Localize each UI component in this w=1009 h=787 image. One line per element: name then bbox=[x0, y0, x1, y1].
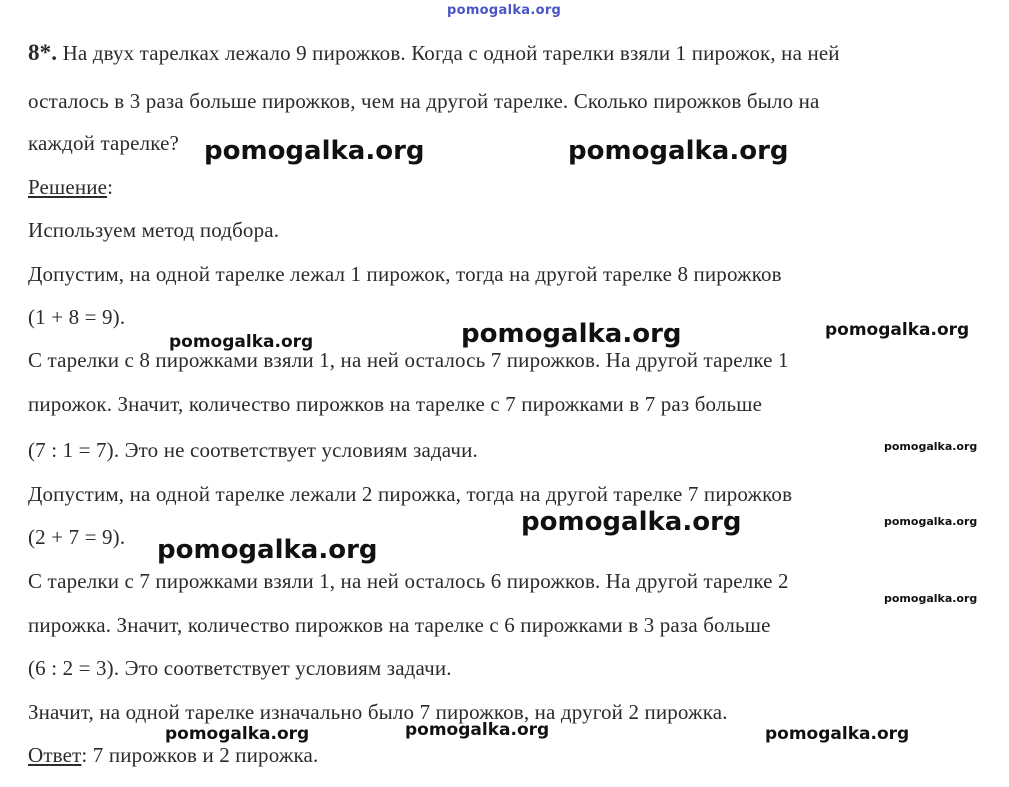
solution-line: С тарелки с 7 пирожками взяли 1, на ней осталось 6 пирожков. На другой тарелке 2 bbox=[28, 569, 789, 593]
solution-line: (7 : 1 = 7). Это не соответствует условиям задачи. bbox=[28, 438, 478, 462]
solution-line: Допустим, на одной тарелке лежал 1 пирожок, тогда на другой тарелке 8 пирожков bbox=[28, 262, 782, 286]
task-line-2: осталось в 3 раза больше пирожков, чем на другой тарелке. Сколько пирожков было на bbox=[28, 89, 820, 113]
answer-label: Ответ bbox=[28, 743, 82, 767]
solution-line: пирожка. Значит, количество пирожков на тарелке с 6 пирожками в 3 раза больше bbox=[28, 613, 771, 637]
watermark: pomogalka.org bbox=[169, 332, 314, 352]
task-line-3: каждой тарелке? bbox=[28, 131, 180, 155]
task-text: На двух тарелках лежало 9 пирожков. Когда с одной тарелки взяли 1 пирожок, на ней bbox=[62, 41, 840, 65]
watermark: pomogalka.org bbox=[521, 507, 742, 537]
watermark: pomogalka.org bbox=[165, 724, 310, 744]
watermark: pomogalka.org bbox=[884, 592, 978, 605]
solution-line: (6 : 2 = 3). Это соответствует условиям задачи. bbox=[28, 656, 452, 680]
watermark: pomogalka.org bbox=[204, 136, 425, 166]
answer-text: : 7 пирожков и 2 пирожка. bbox=[81, 743, 319, 767]
solution-line: (1 + 8 = 9). bbox=[28, 305, 126, 329]
solution-line: (2 + 7 = 9). bbox=[28, 525, 126, 549]
watermark: pomogalka.org bbox=[765, 724, 910, 744]
solution-line: пирожок. Значит, количество пирожков на тарелке с 7 пирожками в 7 раз больше bbox=[28, 392, 763, 416]
watermark: pomogalka.org bbox=[825, 320, 970, 340]
watermark: pomogalka.org bbox=[884, 515, 978, 528]
task-line-1 bbox=[28, 40, 840, 66]
task-number: 8*. bbox=[28, 40, 58, 65]
solution-line: Допустим, на одной тарелке лежали 2 пирожка, тогда на другой тарелке 7 пирожков bbox=[28, 482, 793, 506]
answer-line bbox=[28, 742, 318, 768]
watermark: pomogalka.org bbox=[157, 535, 378, 565]
watermark: pomogalka.org bbox=[405, 720, 550, 740]
watermark: pomogalka.org bbox=[884, 440, 978, 453]
site-watermark: pomogalka.org bbox=[447, 3, 562, 18]
solution-line: Используем метод подбора. bbox=[28, 218, 280, 242]
solution-line: С тарелки с 8 пирожками взяли 1, на ней осталось 7 пирожков. На другой тарелке 1 bbox=[28, 348, 789, 372]
solution-heading: Решение: bbox=[28, 175, 114, 199]
watermark: pomogalka.org bbox=[461, 319, 682, 349]
solution-line: Значит, на одной тарелке изначально было 7 пирожков, на другой 2 пирожка. bbox=[28, 700, 728, 724]
watermark: pomogalka.org bbox=[568, 136, 789, 166]
